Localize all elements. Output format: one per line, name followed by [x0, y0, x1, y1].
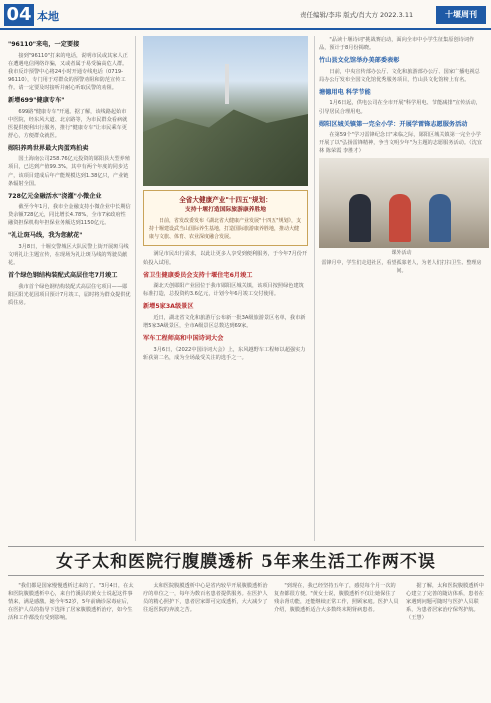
- mountain-ridge: [143, 96, 308, 186]
- article-body: 我市首个绿色钢结构装配式高层住宅项目——郧阳区阳光花园项目预计7月竣工，届时将为群众提供优质住房。: [8, 283, 131, 306]
- article-heading: 新增699"健康专车": [8, 96, 65, 104]
- masthead: [0, 0, 491, 30]
- person-figure: [349, 194, 371, 242]
- page-number: 04: [4, 4, 34, 26]
- article-body: 满足市民出行需求，以此让更多人享受到便利服务，于今年7月份开始投入试用。: [143, 251, 308, 266]
- bottom-column: [406, 582, 484, 624]
- bottom-column: [8, 582, 136, 624]
- article-heading: "礼让斑马线，我为您献花": [8, 232, 83, 240]
- article-heading: 军车工程师高和中国诗词大会: [143, 335, 224, 343]
- article-body: 699路"健康专车"开通。据了解，该线路起始市中医院，经东风大道、北京路等，为市民群众看病就医提供便利出行服务，推行"健康专车"让市民乘车更舒心，方便群众就医。: [8, 108, 128, 139]
- feature-subtitle: 支持十堰打造国际旅游康养胜地: [184, 207, 267, 214]
- column-middle: [143, 36, 308, 541]
- main-headline: 女子太和医院行腹膜透析 5年来生活工作两不误: [8, 546, 484, 576]
- feature-body: 日前，省发改委发布《湖北省大健康产业发展"十四五"规划》，支持十堰建设武当山国际养生基地，打造国际旅游康养胜地，推动大健康与文旅、体育、农业深度融合发展。: [149, 218, 302, 240]
- photo-caption: 雷锋月中，学生们走进社区，看望孤寡老人，为老人们打扫卫生、整理房间。: [321, 260, 482, 274]
- article-heading: "96110"来电，一定要接: [8, 41, 80, 48]
- article-body: 1月6日起，供电公司在全市开展"科学用电、节能减排"宣传活动，引导居民合理用电。: [319, 100, 481, 115]
- section-title: 本地: [37, 10, 59, 23]
- column-right: [314, 36, 484, 541]
- article-body: 接到"96110"打来的电话，说明市民或其家人正在遭遇电信网络诈骗，又或者属于易受骗高危人群。我市反诈预警中心将24小时开通专线电话（0719-96110），专门用于对群众的预警劝阻和防范宣传工作。请一定要及时接听并耐心听取民警的劝阻。: [8, 52, 128, 91]
- bottom-column: [274, 582, 400, 616]
- article-body: 太和医院腹膜透析中心是省内较早开展腹膜透析治疗的单位之一，每年为数百名患者提供服务。在医护人员的精心照护下，患者居家即可完成透析，大大减少了往返医院的奔波之苦。: [143, 583, 268, 614]
- photo-caption: 课外活动: [391, 250, 412, 257]
- bottom-column: [143, 582, 268, 616]
- article-body: 湖北天创郧阳产业园位于我市郧阳区城关镇，该项目按照绿色建筑标准打造，总投资约3.6亿元，计划今年6月竣工交付使用。: [143, 283, 304, 298]
- person-figure: [389, 194, 411, 242]
- article-heading: 竹山县文化馆举办美部委表彰: [319, 57, 400, 65]
- brand-logo: 十堰周刊: [436, 6, 486, 24]
- article-body: "我们都是国家慢慢透析过来的了。"3月4日，在太和医院腹膜透析中心，来自竹溪县的黄女士说起这件事情来，满是感激。她今年52岁，5年前确诊尿毒症后，在医护人员的指导下选择了居家腹膜透析治疗，如今生活和工作都没有受到影响。: [8, 583, 134, 622]
- feature-title: 全省大健康产业"十四五"规划：: [179, 196, 272, 204]
- article-heading: 首个绿色钢结构装配式高层住宅7月竣工: [8, 272, 118, 280]
- article-heading: 郧阳养鸡世界最大肉蛋鸡拍卖: [8, 144, 89, 152]
- summit-tower: [225, 64, 229, 104]
- column-left: [8, 36, 136, 541]
- editor-meta: 责任编辑/李玮 版式/肖大方 2022.3.11: [300, 11, 414, 19]
- article-heading: 728亿元金融活水"浇灌"小微企业: [8, 192, 102, 200]
- article-body: 截至今年1月，我市全金融支持小微企业中长期信贷余额728亿元，同比增长4.78%，全市7家政府性融资担保机构年担保业务额达到1150亿元。: [8, 204, 131, 227]
- article-heading: 新增5家3A级景区: [143, 303, 194, 311]
- article-body: 近日，湖北省文化和旅游厅公布新一批3A级旅游景区名单，我市新增5家3A级景区，全市A级景区总数达到69家。: [143, 314, 306, 329]
- article-body: 国土海南公司258.76亿元投资的郧阳县大型养殖项目，已达到产值99.3%，其中有两个年度的同步达产，该项目建成后年产能规模达到1.38亿只，产业链条辐射全国。: [8, 156, 130, 187]
- article-body: "到现在，我已经坚持五年了，感觉每个月一次的复查都很方便。"黄女士说，腹膜透析不仅让她保住了残余肾功能，还能继续正常工作，照顾家庭。医护人员介绍，腹膜透析适合大多数终末期肾病患者。: [274, 583, 399, 614]
- article-heading: 塘德用电 科学节能: [319, 88, 371, 96]
- feature-box: [143, 190, 308, 246]
- article-heading: 郧阳区城关镇第一完全小学：开展学雷锋志愿服务活动: [319, 120, 468, 128]
- article-heading: 省卫生健康委员会支持十堰住宅6月竣工: [143, 271, 253, 279]
- article-body: 据了解，太和医院腹膜透析中心建立了完善的随访体系，患者在家遇到问题可随时与医护人员联系，为患者居家治疗保驾护航。（王慧）: [406, 583, 484, 622]
- article-body: "品读十堰诗词"挑战赛启动，面向全市中小学生征集原创诗词作品，预计于8月份揭晓。: [319, 37, 475, 52]
- article-body: 3月8日，十堰交警城区大队民警上街开展斑马线文明礼让主题宣传，在现场为礼让斑马线的驾驶员献花。: [8, 244, 129, 267]
- person-figure: [429, 194, 451, 242]
- article-body: 在第59个"学习雷锋纪念日"来临之际，郧阳区城关镇第一完全小学开展了以"弘扬雷锋精神，争当文明少年"为主题的志愿服务活动。（沈宜林 陈荣霞 李胜才）: [319, 132, 482, 155]
- article-body: 3月6日，《2022中国诗词大会》上，东风越野车工程师以超强实力斩获第二名，成为全场最受关注的选手之一。: [143, 346, 306, 361]
- volunteer-photo: [319, 158, 489, 248]
- mountain-photo: [143, 36, 308, 186]
- article-body: 日前，中央宣传部办公厅、文化和旅游部办公厅、国家广播电视总局办公厅发布全国文化馆优秀服务项目，竹山县文化馆榜上有名。: [319, 68, 480, 83]
